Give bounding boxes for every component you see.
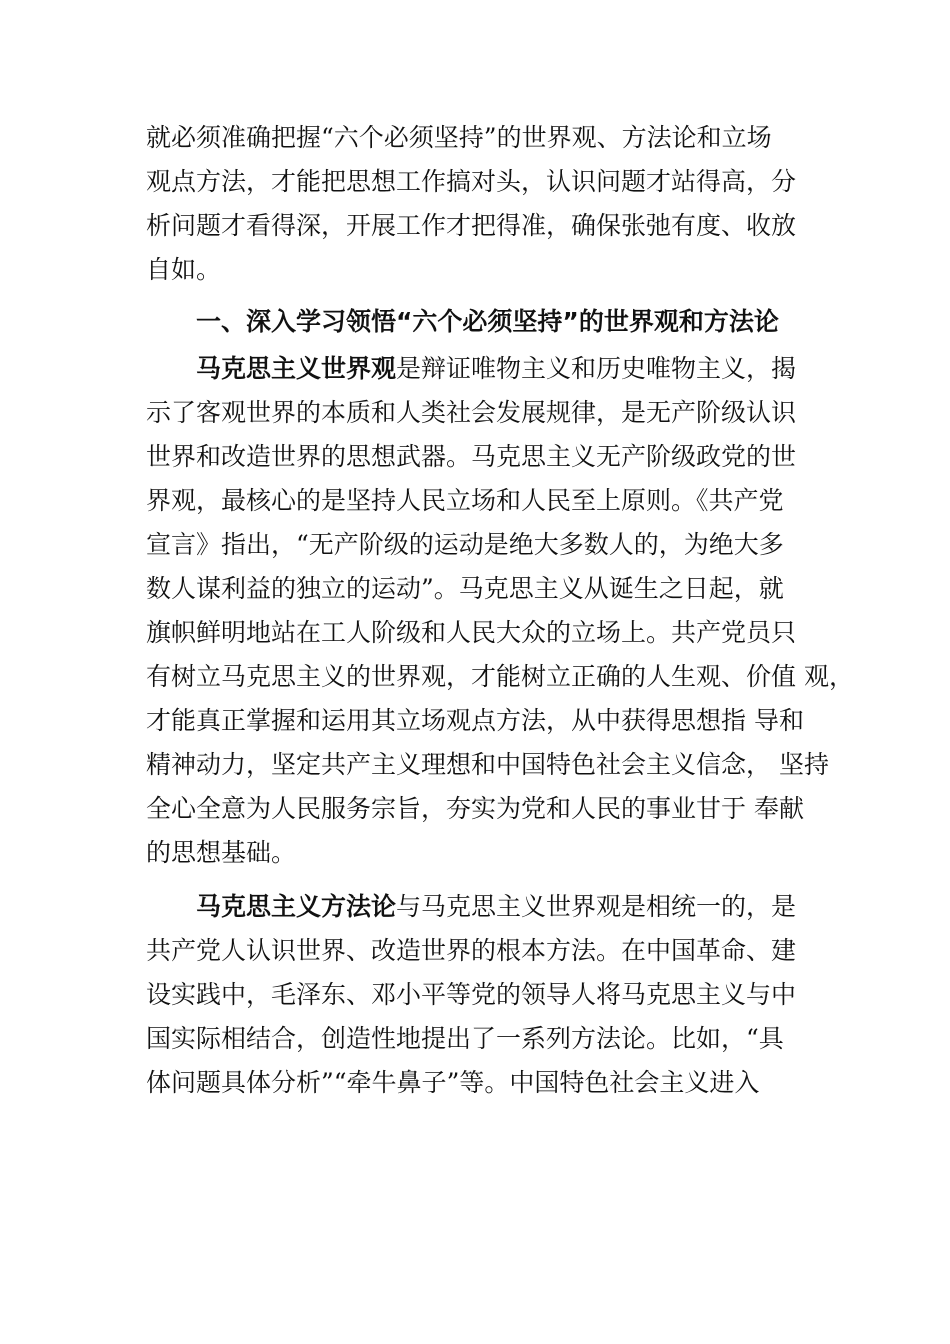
para1-line: 数人谋利益的独立的运动”。马克思主义从诞生之日起，就 [146, 574, 784, 603]
para2-first-rest: 与马克思主义世界观是相统一的，是 [396, 892, 797, 921]
intro-line-4: 自如。 [146, 255, 222, 284]
section-heading: 一、深入学习领悟“六个必须坚持”的世界观和方法论 [196, 307, 779, 336]
para1-lead-term: 马克思主义世界观 [196, 354, 397, 383]
para2-line: 体问题具体分析”“牵牛鼻子”等。中国特色社会主义进入 [146, 1068, 760, 1097]
intro-line-1: 就必须准确把握“六个必须坚持”的世界观、方法论和立场 [146, 123, 772, 152]
para1-line: 示了客观世界的本质和人类社会发展规律，是无产阶级认识 [146, 398, 797, 427]
para2-first-line [196, 892, 796, 922]
para1-line: 精神动力，坚定共产主义理想和中国特色社会主义信念， 坚持 [146, 750, 829, 779]
para2-line: 设实践中，毛泽东、邓小平等党的领导人将马克思主义与中 [146, 980, 797, 1009]
para2-line: 共产党人认识世界、改造世界的根本方法。在中国革命、建 [146, 936, 797, 965]
intro-line-2: 观点方法，才能把思想工作搞对头，认识问题才站得高，分 [146, 167, 797, 196]
para1-line: 世界和改造世界的思想武器。马克思主义无产阶级政党的世 [146, 442, 797, 471]
para2-lead-term: 马克思主义方法论 [196, 892, 397, 921]
para1-first-line [196, 354, 796, 384]
para2-line: 国实际相结合，创造性地提出了一系列方法论。比如，“具 [146, 1024, 784, 1053]
para1-line: 全心全意为人民服务宗旨，夯实为党和人民的事业甘于 奉献 [146, 794, 804, 823]
para1-line: 的思想基础。 [146, 838, 297, 867]
para1-first-rest: 是辩证唯物主义和历史唯物主义，揭 [396, 354, 797, 383]
para1-line: 有树立马克思主义的世界观，才能树立正确的人生观、价值 观， [146, 662, 854, 691]
para1-line: 旗帜鲜明地站在工人阶级和人民大众的立场上。共产党员只 [146, 618, 797, 647]
para1-line: 才能真正掌握和运用其立场观点方法，从中获得思想指 导和 [146, 706, 804, 735]
para1-line: 宣言》指出，“无产阶级的运动是绝大多数人的，为绝大多 [146, 530, 784, 559]
intro-line-3: 析问题才看得深，开展工作才把得准，确保张弛有度、收放 [146, 211, 797, 240]
para1-line: 界观，最核心的是坚持人民立场和人民至上原则。《共产党 [146, 486, 784, 515]
